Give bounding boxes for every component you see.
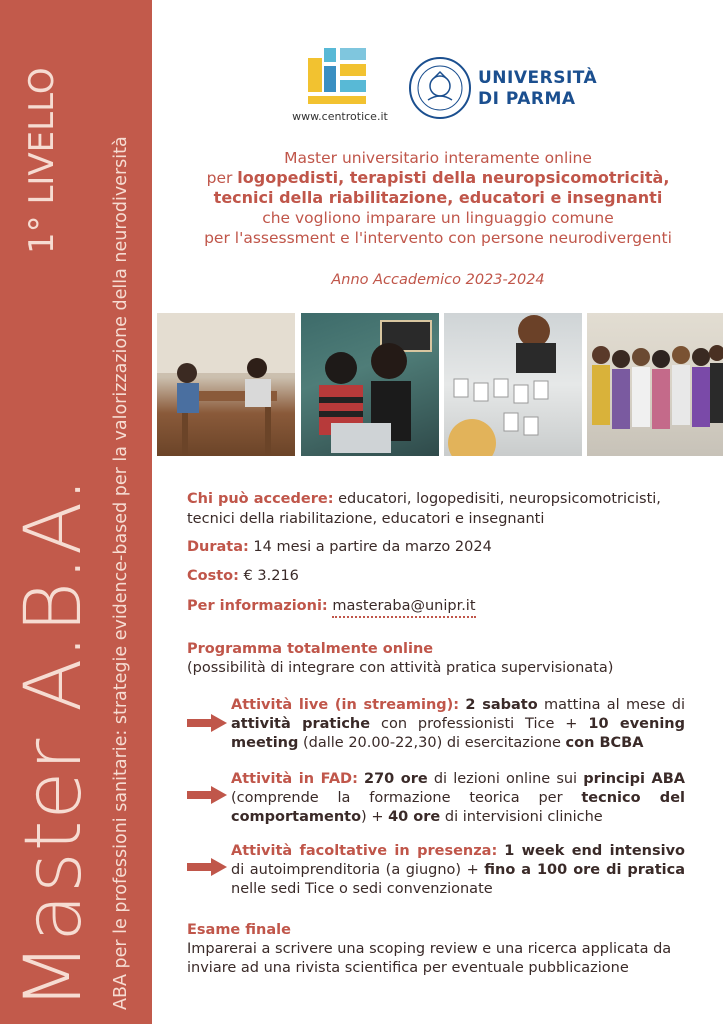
- intro-line1: Master universitario interamente online: [284, 149, 592, 167]
- sidebar-rotated-text: [0, 0, 152, 1024]
- contact-email-link[interactable]: masteraba@unipr.it: [332, 598, 475, 618]
- access-label: Chi può accedere:: [187, 491, 334, 507]
- university-line1: UNIVERSITÀ: [478, 68, 598, 88]
- arrow-right-icon: [187, 858, 227, 876]
- intro-block: [160, 148, 716, 248]
- activity-fad: [231, 770, 685, 827]
- university-name: [478, 68, 597, 110]
- master-title: Master A.B.A.: [9, 476, 99, 1010]
- intro-line2-strong: logopedisti, terapisti della neuropsicomotricità,: [237, 168, 670, 187]
- activity-live-label: Attività live (in streaming):: [231, 697, 460, 713]
- cost-label: Costo:: [187, 568, 239, 584]
- duration-value: 14 mesi a partire da marzo 2024: [253, 539, 492, 555]
- university-line2: DI PARMA: [478, 89, 576, 109]
- cost-info: [187, 566, 707, 586]
- arrow-right-icon: [187, 786, 227, 804]
- activity-optional-text: nelle sedi Tice o sedi convenzionate: [231, 881, 493, 897]
- tice-url[interactable]: www.centrotice.it: [292, 110, 388, 123]
- intro-line2: [160, 168, 716, 188]
- photo-card-activity: [444, 313, 582, 456]
- activity-optional-text: di autoimprenditoria (a giugno) +: [231, 862, 485, 878]
- tice-logo-icon: [306, 46, 370, 108]
- activity-live-text: attività pratiche: [231, 716, 371, 732]
- activity-optional-text: fino a 100 ore di pratica: [484, 862, 685, 878]
- activity-optional-text: 1 week end intensivo: [504, 843, 685, 859]
- contact-info: [187, 596, 707, 616]
- master-subtitle: ABA per le professioni sanitarie: strategie evidence-based per la valorizzazione della neurodiversità: [111, 136, 131, 1010]
- activity-live-text: mattina al mese di: [537, 697, 685, 713]
- university-seal-icon: [408, 56, 472, 120]
- activity-fad-label: Attività in FAD:: [231, 771, 358, 787]
- activity-fad-text: di lezioni online sui: [427, 771, 584, 787]
- level-label: 1° LIVELLO: [22, 67, 62, 254]
- activity-live-text: con BCBA: [565, 735, 644, 751]
- cost-value: € 3.216: [243, 568, 299, 584]
- intro-line2-prefix: per: [206, 169, 238, 187]
- contact-label: Per informazioni:: [187, 598, 328, 614]
- access-info: [187, 489, 707, 529]
- activity-fad-text: principi ABA: [583, 771, 685, 787]
- activity-live-text: 2 sabato: [465, 697, 538, 713]
- activity-optional: [231, 842, 685, 899]
- photo-laptop-session: [301, 313, 439, 456]
- duration-label: Durata:: [187, 539, 249, 555]
- activity-live: [231, 696, 685, 753]
- intro-line5: per l'assessment e l'intervento con persone neurodivergenti: [204, 229, 672, 247]
- access-value: educatori, logopedisiti, neuropsicomotricisti, tecnici della riabilitazione, educatori e insegnanti: [187, 491, 661, 527]
- activity-optional-label: Attività facoltative in presenza:: [231, 843, 498, 859]
- program-title: Programma totalmente online: [187, 641, 434, 657]
- activity-live-text: 10 evening meeting: [231, 716, 685, 751]
- intro-line3: tecnici della riabilitazione, educatori e insegnanti: [213, 188, 663, 207]
- arrow-right-icon: [187, 714, 227, 732]
- sidebar-band: [0, 0, 152, 1024]
- final-exam: [187, 921, 707, 978]
- activity-live-text: con professionisti Tice +: [370, 716, 589, 732]
- activity-fad-text: (comprende la formazione teorica per: [231, 790, 582, 806]
- final-exam-title: Esame finale: [187, 922, 291, 938]
- photo-children-table: [157, 313, 295, 456]
- duration-info: [187, 537, 707, 557]
- activity-fad-text: 40 ore: [388, 809, 441, 825]
- intro-line4: che vogliono imparare un linguaggio comune: [262, 209, 614, 227]
- program-note: (possibilità di integrare con attività pratica supervisionata): [187, 660, 614, 676]
- photo-team-group: [587, 313, 723, 456]
- final-exam-text: Imparerai a scrivere una scoping review e una ricerca applicata da inviare ad una rivista scientifica per eventuale pubblicazione: [187, 941, 672, 976]
- activity-fad-text: tecnico del comportamento: [231, 790, 685, 825]
- program-block: [187, 640, 707, 678]
- academic-year: Anno Accademico 2023-2024: [331, 272, 545, 288]
- activity-live-text: (dalle 20.00-22,30) di esercitazione: [298, 735, 566, 751]
- activity-fad-text: 270 ore: [363, 771, 428, 787]
- activity-fad-text: ) +: [361, 809, 389, 825]
- activity-fad-text: di intervisioni cliniche: [440, 809, 603, 825]
